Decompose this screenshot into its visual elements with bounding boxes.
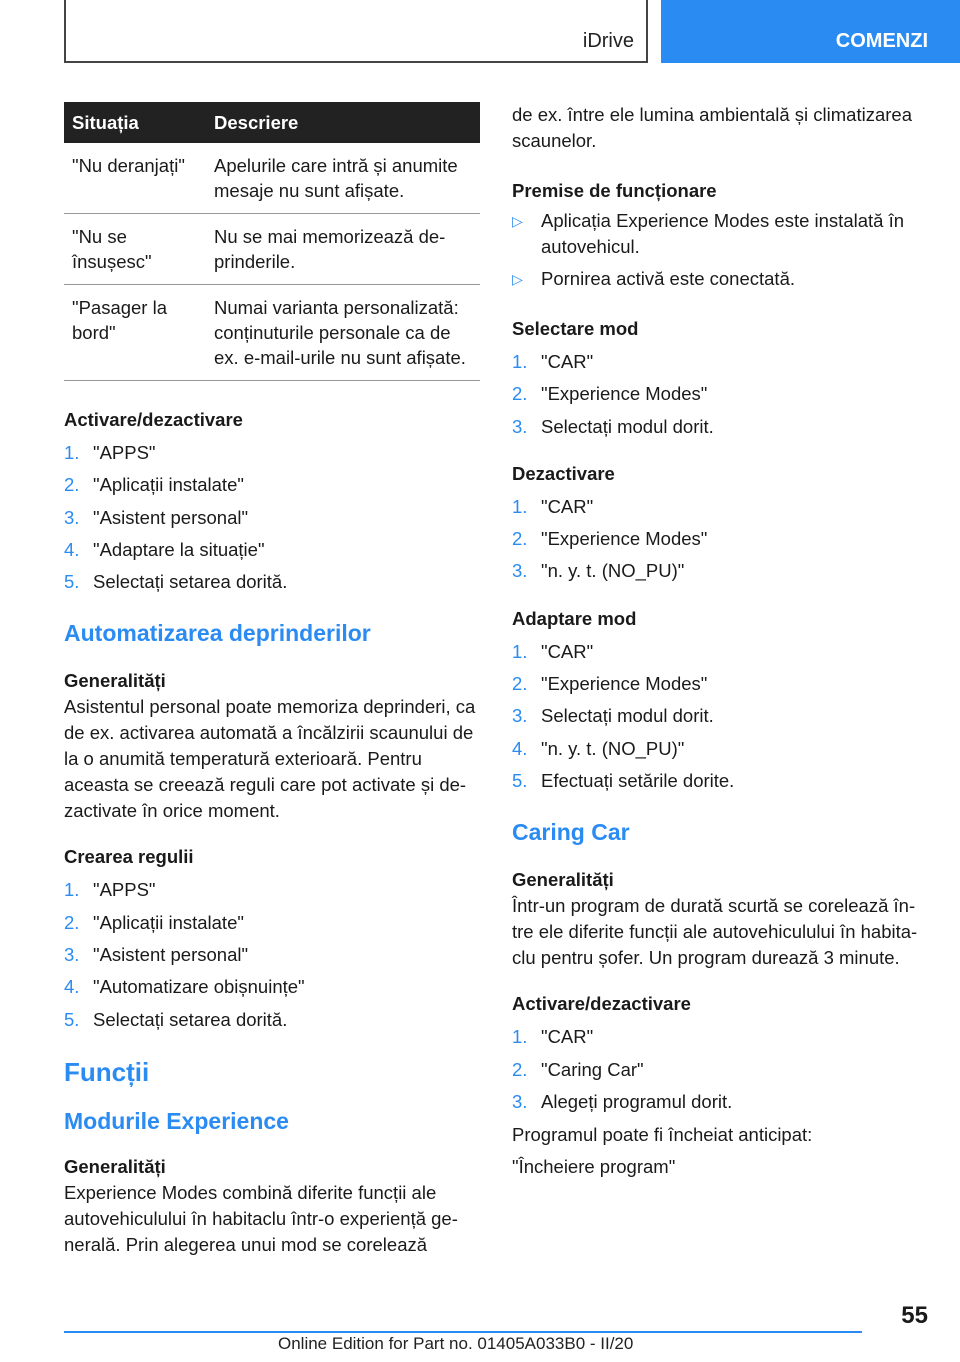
- triangle-bullet-icon: ▷: [512, 271, 523, 287]
- header-chapter-box: [661, 0, 960, 63]
- list-item: 4. "Automatizare obișnuințe": [64, 976, 305, 998]
- list-item: 4. "n. y. t. (NO_PU)": [512, 737, 685, 759]
- caring-title: Caring Car: [512, 819, 630, 846]
- list-item: 1. "APPS": [64, 442, 156, 463]
- prereq-heading: Premise de funcționare: [512, 180, 717, 201]
- situation-table: [64, 102, 480, 381]
- adapt-steps: [512, 636, 928, 797]
- rule-steps: [64, 874, 480, 1035]
- list-item: 2. "Experience Modes": [512, 383, 708, 405]
- select-steps: [512, 346, 928, 443]
- continuation-text: de ex. între ele lumina ambientală și climatizarea scaunelor.: [512, 104, 912, 151]
- list-item: 5. Selectați setarea dorită.: [64, 1008, 288, 1030]
- page-number: 55: [901, 1302, 928, 1329]
- list-item: 4. "Adaptare la situație": [64, 538, 265, 560]
- list-item: 1. "CAR": [512, 1026, 594, 1048]
- list-item: 3. "n. y. t. (NO_PU)": [512, 560, 685, 582]
- list-item: 3. "Asistent personal": [64, 944, 249, 966]
- caring-note: Programul poate fi încheiat anticipat:: [512, 1124, 813, 1146]
- list-item: 3. Selectați modul dorit.: [512, 415, 714, 437]
- activate-steps: [64, 437, 480, 598]
- table-cell-description: Numai varianta personalizată: conținuturile personale ca de ex. e-mail-urile nu sunt afișate.: [206, 285, 480, 381]
- table-cell-description: Nu se mai memorizează deprinderile.: [206, 214, 480, 285]
- header-section-label: iDrive: [582, 30, 634, 52]
- list-item: 1. "APPS": [64, 879, 156, 901]
- adapt-heading: Adaptare mod: [512, 607, 637, 629]
- list-item: ▷ Aplicația Experience Modes este instalată în autovehicul.: [512, 210, 905, 257]
- list-item: 5. Selectați setarea dorită.: [64, 571, 288, 593]
- table-row: [64, 285, 480, 381]
- list-item: 2. "Aplicații instalate": [64, 911, 244, 933]
- table-row: [64, 143, 480, 214]
- functions-title: Funcții: [64, 1056, 150, 1087]
- list-item: 1. "CAR": [512, 495, 594, 517]
- list-item: 3. Alegeți programul dorit.: [512, 1090, 733, 1112]
- right-column: [512, 102, 928, 1180]
- list-item: ▷ Pornirea activă este conectată.: [512, 266, 928, 292]
- list-item: 1. "CAR": [512, 351, 594, 372]
- list-item: 2. "Experience Modes": [512, 673, 708, 695]
- deactivate-heading: Dezactivare: [512, 462, 615, 484]
- prereq-list: [512, 208, 928, 292]
- habits-title: Automatizarea deprinderilor: [64, 620, 371, 647]
- select-heading: Selectare mod: [512, 318, 639, 339]
- deactivate-steps: [512, 491, 928, 588]
- modes-general-heading: Generalități: [64, 1155, 166, 1177]
- left-column: [64, 102, 480, 1258]
- modes-general-text: Experience Modes combină diferite funcții ale autovehiculului în habitaclu într-o experiență generală. Prin alegerea unui mod se corelează: [64, 1181, 458, 1255]
- list-item: 2. "Caring Car": [512, 1058, 644, 1080]
- header-chapter-label: COMENZI: [835, 30, 928, 52]
- list-item: 2. "Experience Modes": [512, 528, 708, 550]
- table-cell-situation: "Nu deranjați": [64, 143, 206, 214]
- table-cell-description: Apelurile care intră și anumite mesaje nu sunt afișate.: [206, 143, 480, 214]
- list-item: 2. "Aplicații instalate": [64, 474, 244, 496]
- table-header-situation: Situația: [64, 102, 206, 143]
- table-row: [64, 214, 480, 285]
- list-item: 3. "Asistent personal": [64, 506, 249, 528]
- list-item: 5. Efectuați setările dorite.: [512, 769, 735, 791]
- caring-steps: [512, 1021, 928, 1118]
- caring-activate-heading: Activare/dezactivare: [512, 993, 691, 1015]
- table-cell-situation: "Pasager la bord": [64, 285, 206, 381]
- footer-edition: Online Edition for Part no. 01405A033B0 - II/20: [278, 1334, 634, 1353]
- triangle-bullet-icon: ▷: [512, 213, 523, 229]
- rule-heading: Crearea regulii: [64, 846, 194, 868]
- table-header-description: Descriere: [206, 102, 480, 143]
- caring-end: "Încheiere program": [512, 1156, 676, 1178]
- header-section-box: [64, 0, 648, 63]
- caring-general-heading: Generalități: [512, 869, 614, 891]
- list-item: 1. "CAR": [512, 640, 594, 662]
- activate-heading: Activare/dezactivare: [64, 409, 243, 430]
- habits-general-text: Asistentul personal poate memoriza deprinderi, ca de ex. activarea automată a încălzirii scaunului de la o anumită temperatură exterioară. Pentru aceasta se creează reguli care pot activate și dezactivate în orice moment.: [64, 696, 476, 822]
- list-item: 3. Selectați modul dorit.: [512, 705, 714, 727]
- modes-title: Modurile Experience: [64, 1107, 289, 1134]
- footer-divider: [64, 1331, 862, 1333]
- caring-general-text: Într-un program de durată scurtă se corelează între ele diferite funcții ale autovehiculului în habitaclu pentru șofer. Un program durează 3 minute.: [512, 895, 918, 969]
- habits-general-heading: Generalități: [64, 670, 166, 692]
- table-cell-situation: "Nu se însușesc": [64, 214, 206, 285]
